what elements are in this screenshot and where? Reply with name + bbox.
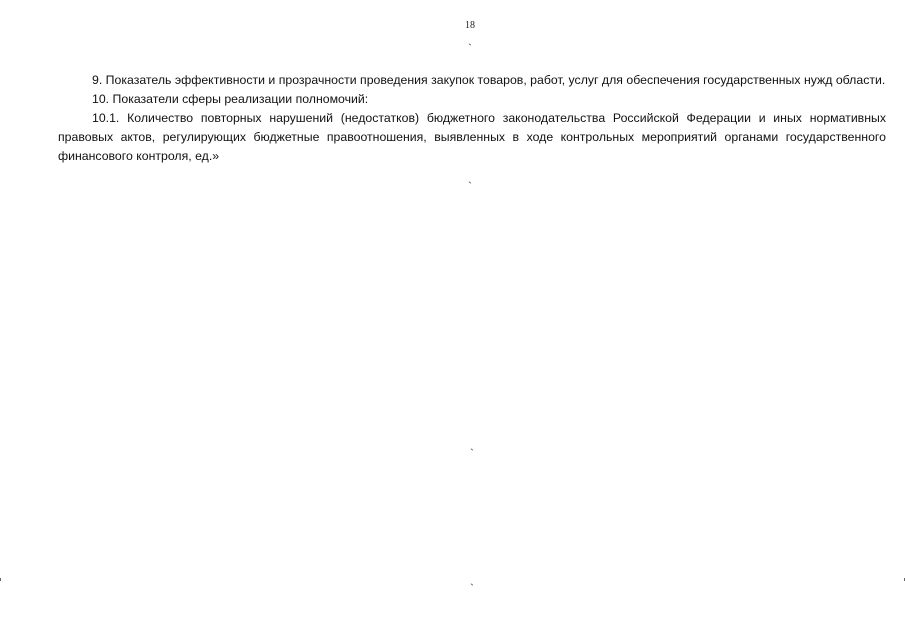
scan-mark: ` [470,581,474,595]
page-number: 18 [465,20,475,31]
scan-mark: ` [470,446,474,460]
document-body [58,71,886,166]
scan-mark: ` [468,41,472,55]
scan-mark: ` [468,179,472,193]
edge-mark-left [0,578,1,581]
paragraph-item-10-1: 10.1. Количество повторных нарушений (недостатков) бюджетного законодательства Российской Федерации и иных нормативных правовых актов, регулирующих бюджетные правоотношения, выявленных в ходе контрольных мероприятий органами государственного финансового контроля, ед.» [58,111,886,163]
paragraph-item-9: 9. Показатель эффективности и прозрачности проведения закупок товаров, работ, услуг для обеспечения государственных нужд области. [92,73,886,87]
paragraph-item-10: 10. Показатели сферы реализации полномочий: [92,92,369,106]
